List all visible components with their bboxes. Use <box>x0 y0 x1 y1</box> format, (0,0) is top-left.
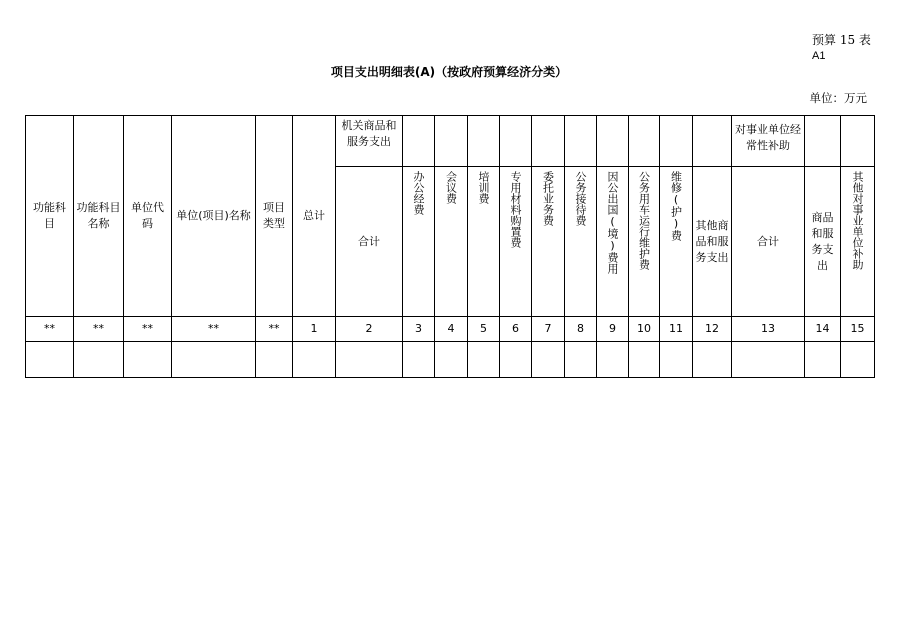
col-header-maintenance <box>660 167 693 317</box>
col-header-vehicle <box>629 167 660 317</box>
number-cell: ** <box>172 317 256 342</box>
col-header-func-subject-name: 功能科目名称 <box>74 116 124 317</box>
group-header-blank <box>629 116 660 167</box>
number-cell: 8 <box>565 317 597 342</box>
data-cell <box>841 342 875 378</box>
data-cell <box>732 342 805 378</box>
col-header-materials-label: 专用材料购置费 <box>509 171 522 248</box>
group-header-blank <box>403 116 435 167</box>
number-cell: ** <box>256 317 293 342</box>
number-cell: 6 <box>500 317 532 342</box>
col-header-abroad <box>597 167 629 317</box>
col-header-training <box>468 167 500 317</box>
col-header-other-subsidy <box>841 167 875 317</box>
data-cell <box>805 342 841 378</box>
data-cell <box>293 342 336 378</box>
data-cell <box>629 342 660 378</box>
group-header-blank <box>565 116 597 167</box>
data-cell <box>597 342 629 378</box>
form-code-id: A1 <box>812 50 826 62</box>
col-header-training-label: 培训费 <box>477 171 490 204</box>
col-header-meeting-label: 会议费 <box>444 171 458 204</box>
data-cell <box>565 342 597 378</box>
col-header-abroad-label: 因公出国(境)费用 <box>606 171 619 274</box>
data-row-empty <box>26 342 875 378</box>
data-cell <box>468 342 500 378</box>
number-cell: 12 <box>693 317 732 342</box>
col-header-meeting <box>435 167 468 317</box>
number-cell: 15 <box>841 317 875 342</box>
data-cell <box>256 342 293 378</box>
col-header-maintenance-label: 维修(护)费 <box>669 171 683 241</box>
group-header-blank <box>435 116 468 167</box>
group-header-blank <box>532 116 565 167</box>
col-header-reception <box>565 167 597 317</box>
col-header-materials <box>500 167 532 317</box>
col-header-commission <box>532 167 565 317</box>
number-cell: 10 <box>629 317 660 342</box>
number-cell: 7 <box>532 317 565 342</box>
number-cell: 9 <box>597 317 629 342</box>
col-header-project-type: 项目类型 <box>256 116 293 317</box>
group-header-blank <box>500 116 532 167</box>
number-cell: 11 <box>660 317 693 342</box>
col-header-unit-code: 单位代码 <box>124 116 172 317</box>
col-header-subtotal-a: 合计 <box>336 167 403 317</box>
unit-label: 单位：万元 <box>809 91 867 105</box>
number-cell: 3 <box>403 317 435 342</box>
data-cell <box>124 342 172 378</box>
form-code <box>812 32 871 64</box>
col-header-subtotal-b: 合计 <box>732 167 805 317</box>
group-header-blank <box>693 116 732 167</box>
group-header-blank <box>597 116 629 167</box>
group-header-blank <box>660 116 693 167</box>
data-cell <box>336 342 403 378</box>
number-cell: 1 <box>293 317 336 342</box>
col-header-total: 总计 <box>293 116 336 317</box>
number-cell: 5 <box>468 317 500 342</box>
col-header-goods-services: 商品和服务支出 <box>805 167 841 317</box>
col-header-other-subsidy-label: 其他对事业单位补助 <box>851 171 864 270</box>
col-header-func-subject: 功能科目 <box>26 116 74 317</box>
data-cell <box>172 342 256 378</box>
data-cell <box>435 342 468 378</box>
form-code-label: 预算 15 表 <box>812 33 871 47</box>
data-cell <box>500 342 532 378</box>
group-header-subsidy: 对事业单位经常性补助 <box>732 116 805 167</box>
col-header-reception-label: 公务接待费 <box>574 171 587 226</box>
col-header-unit-name: 单位(项目)名称 <box>172 116 256 317</box>
number-cell: 2 <box>336 317 403 342</box>
data-cell <box>693 342 732 378</box>
data-cell <box>532 342 565 378</box>
group-header-blank <box>805 116 841 167</box>
group-header-blank <box>841 116 875 167</box>
number-cell: ** <box>26 317 74 342</box>
data-cell <box>74 342 124 378</box>
data-cell <box>26 342 74 378</box>
data-cell <box>660 342 693 378</box>
col-header-commission-label: 委托业务费 <box>541 171 555 226</box>
col-header-vehicle-label: 公务用车运行维护费 <box>637 171 651 270</box>
number-cell: 4 <box>435 317 468 342</box>
page-title: 项目支出明细表(A)（按政府预算经济分类） <box>330 65 568 79</box>
group-header-goods-services: 机关商品和服务支出 <box>336 116 403 167</box>
number-cell: ** <box>124 317 172 342</box>
number-cell: 13 <box>732 317 805 342</box>
header-row-groups <box>26 116 875 167</box>
number-cell: ** <box>74 317 124 342</box>
col-header-other-goods: 其他商品和服务支出 <box>693 167 732 317</box>
col-header-office-label: 办公经费 <box>412 171 425 215</box>
col-header-office <box>403 167 435 317</box>
number-cell: 14 <box>805 317 841 342</box>
number-row <box>26 317 875 342</box>
data-cell <box>403 342 435 378</box>
budget-table <box>25 115 875 378</box>
group-header-blank <box>468 116 500 167</box>
